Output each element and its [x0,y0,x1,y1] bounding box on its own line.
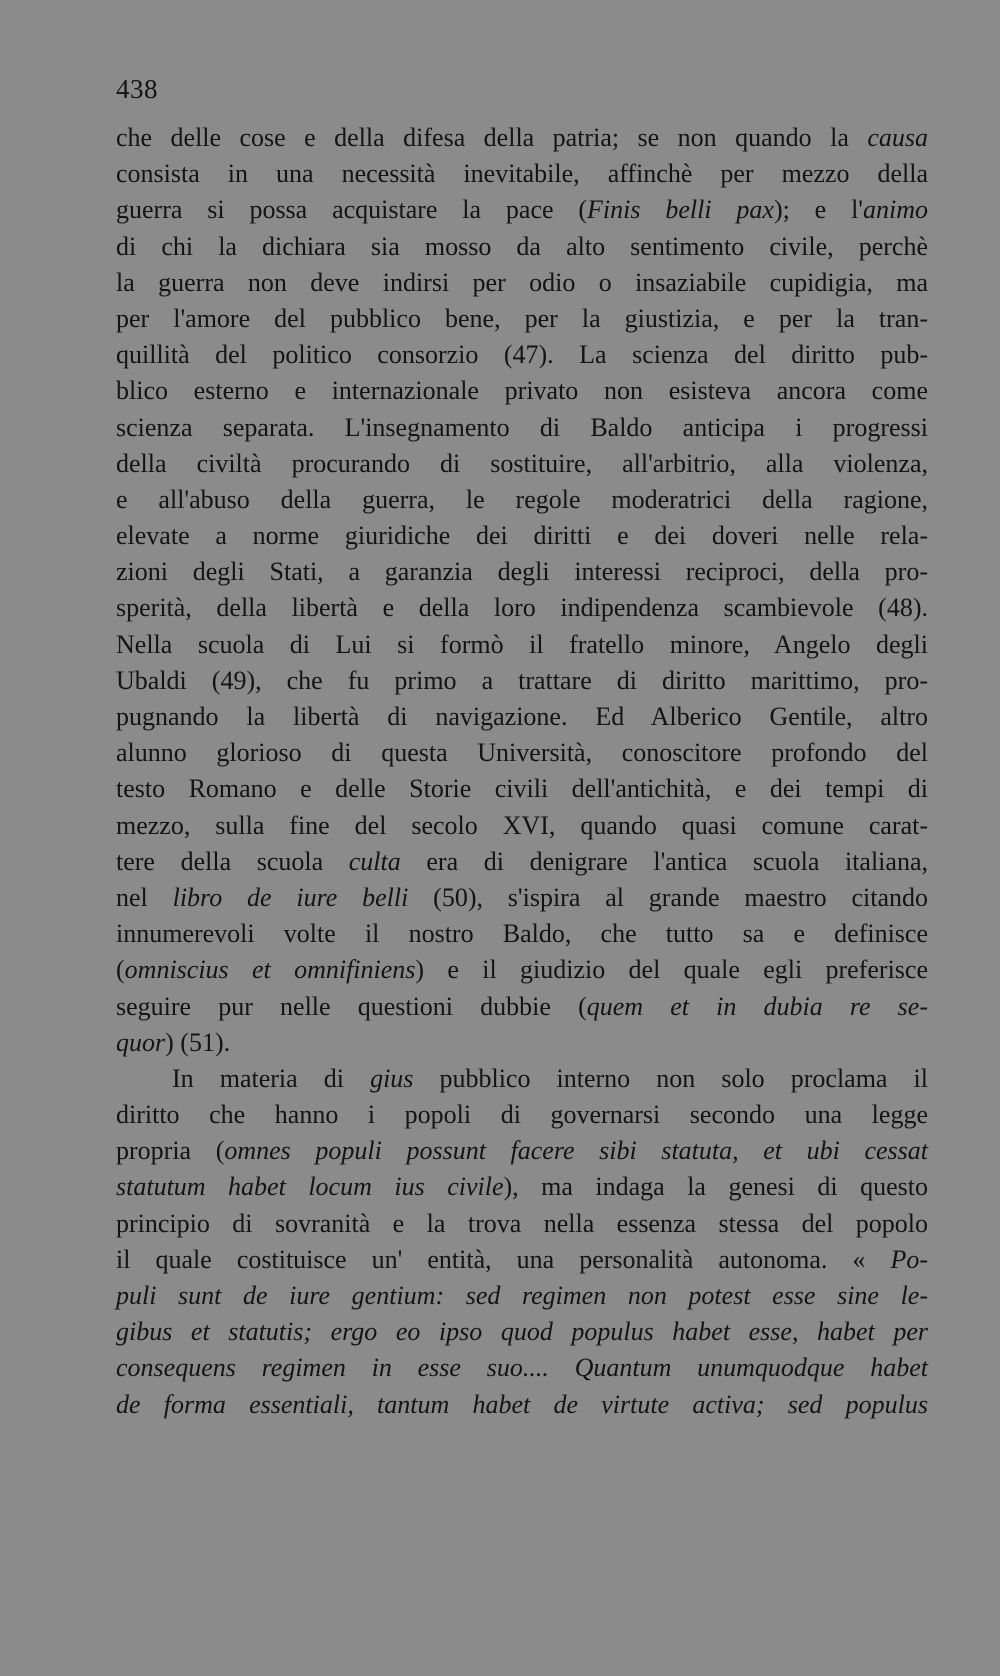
page-number: 438 [116,74,158,104]
text-run: guerra si possa acquistare la pace ( [116,195,588,225]
text-run: ) (51). [165,1027,231,1057]
text-line: elevate a norme giuridiche dei diritti e dei doveri nelle rela- [116,521,928,551]
italic-phrase: statutum habet locum ius civile [116,1172,504,1202]
text-line [116,1169,928,1205]
text-line [116,1278,928,1314]
text-run: che delle cose e della difesa della patria; se non quando la [116,123,868,152]
italic-phrase: Finis belli pax [587,195,774,225]
text-line [116,1350,928,1386]
text-line [116,1314,928,1350]
text-line: quillità del politico consorzio (47). La scienza del diritto pub- [116,340,928,370]
italic-phrase: animo [862,195,928,225]
text-line: blico esterno e internazionale privato non esisteva ancora come [116,376,928,406]
text-line [116,1242,928,1278]
text-line: alunno glorioso di questa Università, conoscitore profondo del [116,738,928,768]
text-run: tere della scuola [116,846,349,876]
text-run: (50), s'ispira al grande maestro citando [408,882,929,912]
text-line [116,1133,928,1169]
italic-phrase: de forma essentiali, tantum habet de virtute activa; sed populus [116,1389,928,1419]
text-run: propria ( [116,1136,225,1166]
text-line [116,844,928,880]
text-line: della civiltà procurando di sostituire, all'arbitrio, alla violenza, [116,448,928,478]
text-line: Ubaldi (49), che fu primo a trattare di diritto marittimo, pro- [116,665,928,695]
text-line [116,120,928,156]
text-line [116,952,928,988]
text-line [116,1025,928,1061]
text-line: sperità, della libertà e della loro indipendenza scambievole (48). [116,593,928,623]
text-run: ), ma indaga la genesi di questo [503,1172,928,1202]
text-line: principio di sovranità e la trova nella essenza stessa del popolo [116,1208,928,1238]
text-line: la guerra non deve indirsi per odio o insaziabile cupidigia, ma [116,267,928,297]
text-line: testo Romano e delle Storie civili dell'antichità, e dei tempi di [116,774,928,804]
text-run: nel [116,882,173,912]
italic-phrase: Po- [890,1244,928,1274]
text-line [116,880,928,916]
text-line: e all'abuso della guerra, le regole moderatrici della ragione, [116,484,928,514]
text-line [116,1061,928,1097]
text-line: pugnando la libertà di navigazione. Ed Alberico Gentile, altro [116,702,928,731]
italic-phrase: omniscius et omnifiniens [124,955,416,985]
italic-phrase: quem et in dubia re se- [586,991,928,1021]
text-line: Nella scuola di Lui si formò il fratello minore, Angelo degli [116,629,928,659]
italic-phrase: causa [867,123,928,152]
text-line: zioni degli Stati, a garanzia degli interessi reciproci, della pro- [116,557,928,587]
text-run: In materia di [172,1063,371,1093]
italic-phrase: gius [370,1063,414,1093]
text-run: il quale costituisce un' entità, una personalità autonoma. « [116,1244,891,1274]
italic-phrase: quor [116,1027,166,1057]
text-run: ); e l' [773,195,863,225]
text-run: ( [116,955,125,985]
text-line: innumerevoli volte il nostro Baldo, che tutto sa e definisce [116,919,928,949]
text-line: consista in una necessità inevitabile, affinchè per mezzo della [116,159,928,189]
text-line [116,989,928,1025]
text-line: scienza separata. L'insegnamento di Baldo anticipa i progressi [116,412,928,442]
body-text [116,120,928,1423]
text-run: ) e il giudizio del quale egli preferisce [415,955,929,985]
text-line [116,192,928,228]
text-line: per l'amore del pubblico bene, per la giustizia, e per la tran- [116,303,928,333]
text-line: di chi la dichiara sia mosso da alto sentimento civile, perchè [116,231,928,261]
italic-phrase: libro de iure belli [172,882,409,912]
text-run: seguire pur nelle questioni dubbie ( [116,991,587,1021]
text-line [116,1387,928,1423]
italic-phrase: gibus et statutis; ergo eo ipso quod populus habet esse, habet per [116,1317,928,1347]
text-line: diritto che hanno i popoli di governarsi secondo una legge [116,1100,928,1130]
text-line: mezzo, sulla fine del secolo XVI, quando quasi comune carat- [116,810,928,840]
italic-phrase: culta [348,846,401,876]
italic-phrase: puli sunt de iure gentium: sed regimen non potest esse sine le- [116,1281,928,1310]
italic-phrase: omnes populi possunt facere sibi statuta, et ubi cessat [224,1136,928,1166]
text-run: pubblico interno non solo proclama il [413,1063,928,1093]
italic-phrase: consequens regimen in esse suo.... Quantum unumquodque habet [116,1353,928,1383]
text-run: era di denigrare l'antica scuola italiana, [400,846,928,876]
